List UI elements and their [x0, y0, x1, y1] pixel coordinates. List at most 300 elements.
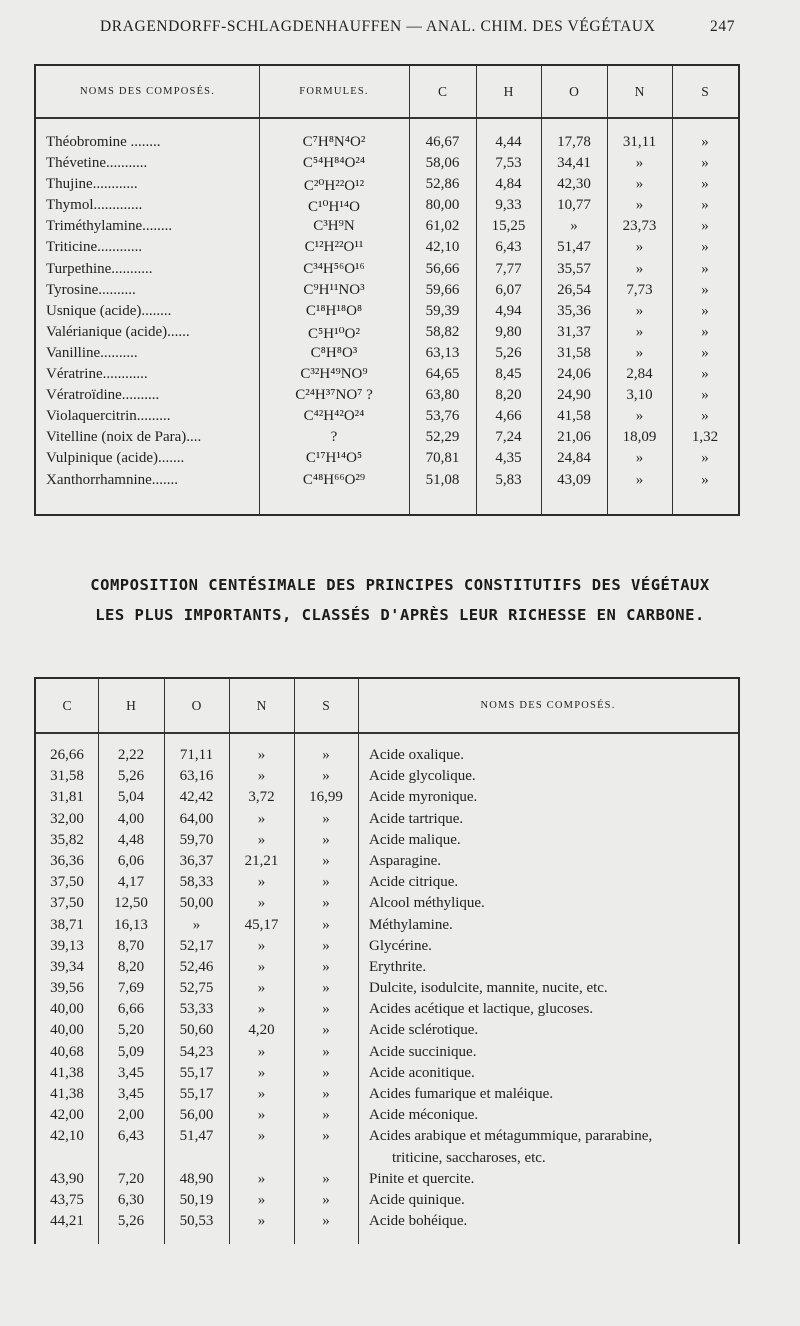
sulfur-value: » [322, 958, 330, 975]
nitrogen-value: » [257, 768, 266, 785]
compound-name: Violaquercitrin......... [46, 408, 171, 425]
sulfur-value: » [322, 1001, 330, 1018]
hydrogen-value: 8,45 [495, 366, 522, 383]
nitrogen-value: » [257, 1043, 266, 1060]
hydrogen-value: 6,66 [117, 1001, 145, 1018]
carbon-value: 63,13 [425, 344, 460, 361]
header-names: NOMS DES COMPOSÉS. [79, 86, 216, 97]
sulfur-value: » [701, 387, 709, 404]
sulfur-value: » [322, 1128, 330, 1145]
header-n: N [256, 697, 267, 713]
nitrogen-value: 7,73 [626, 281, 653, 298]
nitrogen-value: » [635, 302, 644, 319]
carbon-value: 53,76 [425, 408, 460, 425]
carbon-value: 40,00 [50, 1001, 84, 1018]
carbon-value: 43,75 [50, 1191, 84, 1208]
hydrogen-value: 4,35 [495, 450, 522, 467]
compound-name: Turpethine........... [46, 260, 153, 277]
header-c: C [62, 697, 72, 713]
compound-name: Pinite et quercite. [369, 1170, 475, 1187]
carbon-value: 40,68 [50, 1043, 84, 1060]
nitrogen-value: 23,73 [622, 218, 657, 235]
nitrogen-value: » [257, 937, 266, 954]
table-row [36, 1086, 738, 1107]
compound-name: Acides arabique et métagummique, pararabine, [369, 1128, 653, 1145]
table-row [36, 768, 738, 789]
hydrogen-value: 15,25 [491, 218, 526, 235]
oxygen-value: 51,47 [179, 1128, 214, 1145]
nitrogen-value: 21,21 [244, 852, 279, 869]
sulfur-value: 1,32 [691, 429, 719, 446]
oxygen-value: 42,42 [179, 789, 214, 806]
section-heading-line2: LES PLUS IMPORTANTS, CLASSÉS D'APRÈS LEUR RICHESSE EN CARBONE. [95, 606, 705, 624]
hydrogen-value: 3,45 [117, 1086, 145, 1102]
hydrogen-value: 5,26 [117, 768, 145, 785]
sulfur-value: » [322, 1043, 330, 1060]
compound-formula: C²⁴H³⁷NO⁷ ? [295, 387, 373, 404]
nitrogen-value: » [257, 1170, 266, 1187]
header-n: N [634, 83, 645, 99]
hydrogen-value: 4,00 [117, 810, 145, 827]
compound-formula: C³²H⁴⁹NO⁹ [300, 366, 368, 383]
sulfur-value: » [701, 408, 709, 425]
header-o: O [569, 83, 579, 99]
nitrogen-value: » [257, 1128, 266, 1145]
carbon-value: 26,66 [50, 747, 84, 763]
table-row [36, 155, 738, 176]
compound-name: Acide sclérotique. [369, 1022, 479, 1039]
oxygen-value: 52,75 [179, 980, 214, 997]
compound-formula: C³H⁹N [313, 218, 355, 235]
table-row [36, 853, 738, 874]
compound-name: Vulpinique (acide)....... [46, 450, 185, 467]
nitrogen-value: 4,20 [248, 1022, 275, 1039]
sulfur-value: » [701, 218, 709, 235]
compound-name: Thujine............ [46, 176, 138, 193]
sulfur-value: » [322, 1191, 330, 1208]
compound-name: Vératrine............ [46, 366, 148, 383]
table-row [36, 408, 738, 429]
hydrogen-value: 6,06 [117, 852, 145, 869]
table-row [36, 1171, 738, 1192]
oxygen-value: 48,90 [179, 1170, 214, 1187]
carbon-value: 59,66 [425, 281, 460, 298]
oxygen-value: 26,54 [557, 281, 591, 298]
nitrogen-value: » [257, 831, 266, 848]
table-row [36, 324, 738, 345]
compound-name: Acide citrique. [369, 874, 459, 891]
sulfur-value: » [322, 1107, 330, 1124]
hydrogen-value: 2,00 [117, 1107, 145, 1124]
sulfur-value: » [322, 980, 330, 997]
section-heading-line1: COMPOSITION CENTÉSIMALE DES PRINCIPES CONSTITUTIFS DES VÉGÉTAUX [90, 576, 710, 594]
compound-formula: C¹²H²²O¹¹ [304, 239, 364, 256]
nitrogen-value: » [635, 239, 644, 256]
table-row [36, 134, 738, 155]
oxygen-value: 55,17 [179, 1086, 214, 1102]
nitrogen-value: 31,11 [622, 134, 657, 150]
carbon-value: 42,10 [50, 1128, 84, 1145]
oxygen-value: 35,36 [557, 302, 591, 319]
compound-name: Erythrite. [369, 958, 427, 975]
oxygen-value: 17,78 [557, 134, 591, 150]
carbon-value: 39,34 [50, 958, 84, 975]
sulfur-value: » [322, 1086, 330, 1102]
carbon-value: 64,65 [425, 366, 460, 383]
composition-table-by-carbon [34, 677, 740, 1244]
compound-formula: C¹⁸H¹⁸O⁸ [305, 302, 363, 319]
oxygen-value: 42,30 [557, 176, 591, 193]
hydrogen-value: 5,09 [117, 1043, 145, 1060]
table1-body [36, 134, 738, 493]
compound-formula: C⁴⁸H⁶⁶O²⁹ [302, 471, 366, 488]
table-row [36, 1213, 738, 1234]
compound-formula: C⁹H¹¹NO³ [303, 281, 365, 298]
sulfur-value: » [701, 344, 709, 361]
hydrogen-value: 4,17 [117, 874, 145, 891]
carbon-value: 56,66 [425, 260, 460, 277]
nitrogen-value: » [257, 980, 266, 997]
compound-formula: C³⁴H⁵⁶O¹⁶ [303, 260, 365, 277]
nitrogen-value: » [635, 323, 644, 340]
table-row [36, 450, 738, 471]
oxygen-value: 59,70 [179, 831, 214, 848]
oxygen-value: 24,90 [557, 387, 591, 404]
table-row [36, 811, 738, 832]
compound-name: Valérianique (acide)...... [46, 323, 190, 340]
header-h: H [126, 697, 136, 713]
table-row [36, 747, 738, 768]
carbon-value: 39,13 [50, 937, 84, 954]
hydrogen-value: 6,07 [495, 281, 522, 298]
compound-formula: C²⁰H²²O¹² [303, 178, 365, 195]
sulfur-value: » [322, 768, 330, 785]
sulfur-value: » [322, 852, 330, 869]
hydrogen-value: 8,20 [117, 958, 145, 975]
compound-name: Triticine............ [46, 239, 143, 256]
hydrogen-value: 4,84 [495, 176, 522, 193]
table-row [36, 959, 738, 980]
header-c: C [437, 83, 447, 99]
nitrogen-value: » [257, 1107, 266, 1124]
nitrogen-value: 3,72 [248, 789, 275, 806]
nitrogen-value: » [635, 408, 644, 425]
hydrogen-value: 7,69 [117, 980, 145, 997]
sulfur-value: » [701, 260, 709, 277]
carbon-value: 31,58 [50, 768, 84, 785]
sulfur-value: » [701, 323, 709, 340]
hydrogen-value: 4,44 [495, 134, 522, 150]
carbon-value: 58,06 [425, 155, 460, 172]
nitrogen-value: » [257, 1001, 266, 1018]
table2-body [36, 747, 738, 1234]
header-s: S [322, 697, 330, 713]
nitrogen-value: » [257, 1064, 266, 1081]
compound-name: Acide glycolique. [369, 768, 476, 785]
compound-name: Triméthylamine........ [46, 218, 173, 235]
hydrogen-value: 7,77 [495, 260, 522, 277]
hydrogen-value: 5,83 [495, 471, 522, 488]
page-number: 247 [710, 18, 736, 35]
carbon-value: 36,36 [50, 852, 84, 869]
hydrogen-value: 7,53 [495, 155, 522, 172]
sulfur-value: » [322, 937, 330, 954]
compound-name: Acide aconitique. [369, 1064, 475, 1081]
compound-name: Dulcite, isodulcite, mannite, nucite, etc. [369, 980, 608, 997]
carbon-value: 37,50 [50, 874, 84, 891]
hydrogen-value: 8,70 [117, 937, 145, 954]
nitrogen-value: » [635, 450, 644, 467]
oxygen-value: » [192, 916, 201, 933]
table-row [36, 345, 738, 366]
hydrogen-value: 7,20 [117, 1170, 145, 1187]
sulfur-value: » [322, 1170, 330, 1187]
header-o: O [191, 697, 202, 713]
compound-name: Tyrosine.......... [46, 281, 136, 298]
carbon-value: 58,82 [425, 323, 460, 340]
compound-name: Théobromine ........ [46, 134, 161, 150]
header-formulas: FORMULES. [299, 86, 369, 97]
sulfur-value: » [701, 176, 709, 193]
oxygen-value: 50,00 [179, 895, 214, 912]
compound-name: Acide oxalique. [369, 747, 464, 763]
sulfur-value: » [701, 302, 709, 319]
compound-name: Usnique (acide)........ [46, 302, 172, 319]
compound-formula: C¹⁰H¹⁴O [308, 199, 360, 216]
sulfur-value: » [701, 281, 709, 298]
nitrogen-value: 2,84 [626, 366, 653, 383]
table-row [36, 282, 738, 303]
sulfur-value: » [322, 747, 330, 763]
compound-name: Acide succinique. [369, 1043, 477, 1060]
compound-name: Acide myronique. [369, 789, 478, 806]
sulfur-value: » [322, 874, 330, 891]
compound-name: Acide quinique. [369, 1191, 465, 1208]
compound-formula: C⁸H⁸O³ [310, 344, 358, 361]
carbon-value: 46,67 [425, 134, 460, 150]
oxygen-value: 36,37 [179, 852, 214, 869]
table-row [36, 789, 738, 810]
carbon-value: 42,10 [425, 239, 460, 256]
compound-formula: C⁴²H⁴²O²⁴ [303, 408, 365, 425]
carbon-value: 63,80 [425, 387, 460, 404]
compound-name: Acide bohéique. [369, 1213, 468, 1230]
hydrogen-value: 4,66 [495, 408, 522, 425]
oxygen-value: 21,06 [557, 429, 591, 446]
running-head-title: DRAGENDORFF-SCHLAGDENHAUFFEN — ANAL. CHIM. DES VÉGÉTAUX [100, 18, 656, 35]
compound-name: Thévetine........... [46, 155, 148, 172]
compound-name: Asparagine. [369, 852, 442, 869]
nitrogen-value: 3,10 [626, 387, 653, 404]
table-row [36, 1065, 738, 1086]
hydrogen-value: 6,30 [117, 1191, 145, 1208]
hydrogen-value: 4,48 [117, 831, 145, 848]
oxygen-value: 64,00 [179, 810, 214, 827]
table-row [36, 1128, 738, 1170]
oxygen-value: 31,58 [557, 344, 591, 361]
carbon-value: 61,02 [425, 218, 460, 235]
oxygen-value: 55,17 [179, 1064, 214, 1081]
sulfur-value: » [701, 450, 709, 467]
nitrogen-value: » [257, 1213, 266, 1230]
sulfur-value: » [322, 1064, 330, 1081]
composition-table-alphabetical [34, 64, 740, 516]
carbon-value: 40,00 [50, 1022, 84, 1039]
carbon-value: 51,08 [425, 471, 460, 488]
compound-name: Xanthorrhamnine....... [46, 471, 179, 488]
compound-name: Acide méconique. [369, 1107, 479, 1124]
compound-formula: C⁷H⁸N⁴O² [302, 134, 366, 150]
oxygen-value: 31,37 [557, 323, 591, 340]
oxygen-value: 50,60 [179, 1022, 214, 1039]
sulfur-value: » [322, 1213, 330, 1230]
sulfur-value: » [322, 895, 330, 912]
sulfur-value: » [701, 197, 709, 214]
compound-name: Acide tartrique. [369, 810, 464, 827]
compound-name: Glycérine. [369, 937, 432, 954]
oxygen-value: 35,57 [557, 260, 591, 277]
oxygen-value: 58,33 [179, 874, 214, 891]
carbon-value: 43,90 [50, 1170, 84, 1187]
oxygen-value: 56,00 [179, 1107, 214, 1124]
sulfur-value: » [701, 471, 709, 488]
carbon-value: 39,56 [50, 980, 84, 997]
sulfur-value: » [701, 155, 709, 172]
carbon-value: 42,00 [50, 1107, 84, 1124]
table-row [36, 1192, 738, 1213]
compound-name: Thymol............. [46, 197, 143, 214]
table-row [36, 176, 738, 197]
oxygen-value: 43,09 [557, 471, 591, 488]
hydrogen-value: 5,26 [495, 344, 522, 361]
carbon-value: 38,71 [50, 916, 84, 933]
oxygen-value: 10,77 [557, 197, 591, 214]
compound-name: Acides acétique et lactique, glucoses. [369, 1001, 594, 1018]
oxygen-value: 54,23 [179, 1043, 214, 1060]
hydrogen-value: 5,26 [117, 1213, 145, 1230]
compound-formula: C⁵⁴H⁸⁴O²⁴ [302, 155, 366, 172]
hydrogen-value: 8,20 [495, 387, 522, 404]
compound-name: Vératroïdine.......... [46, 387, 160, 404]
table-row [36, 1001, 738, 1022]
table-row [36, 261, 738, 282]
carbon-value: 41,38 [50, 1064, 84, 1081]
nitrogen-value: » [257, 1191, 266, 1208]
carbon-value: 41,38 [50, 1086, 84, 1102]
sulfur-value: » [322, 916, 330, 933]
header-s: S [701, 83, 709, 99]
table-row [36, 938, 738, 959]
carbon-value: 70,81 [425, 450, 460, 467]
nitrogen-value: » [635, 471, 644, 488]
compound-name: Acide malique. [369, 831, 461, 848]
table-row [36, 239, 738, 260]
compound-name: Vitelline (noix de Para).... [46, 429, 202, 446]
hydrogen-value: 9,33 [495, 197, 522, 214]
header-h: H [503, 83, 514, 99]
oxygen-value: 52,17 [179, 937, 214, 954]
oxygen-value: 50,19 [179, 1191, 214, 1208]
compound-formula: C⁵H¹⁰O² [308, 325, 360, 342]
nitrogen-value: » [257, 874, 266, 891]
table-row [36, 472, 738, 493]
nitrogen-value: » [635, 197, 644, 214]
oxygen-value: » [570, 218, 578, 235]
table-row [36, 832, 738, 853]
carbon-value: 31,81 [50, 789, 84, 806]
carbon-value: 32,00 [50, 810, 84, 827]
carbon-value: 80,00 [425, 197, 460, 214]
oxygen-value: 63,16 [179, 768, 214, 785]
table-row [36, 218, 738, 239]
sulfur-value: » [701, 239, 709, 256]
sulfur-value: » [322, 1022, 330, 1039]
nitrogen-value: » [635, 344, 644, 361]
nitrogen-value: » [257, 1086, 266, 1102]
nitrogen-value: » [635, 176, 644, 193]
table-row [36, 366, 738, 387]
table-row [36, 1022, 738, 1043]
nitrogen-value: » [257, 747, 266, 763]
compound-name: Vanilline.......... [46, 344, 138, 361]
hydrogen-value: 5,04 [117, 789, 145, 806]
oxygen-value: 24,06 [557, 366, 591, 383]
table-row [36, 429, 738, 450]
hydrogen-value: 9,80 [495, 323, 522, 340]
table-row [36, 917, 738, 938]
carbon-value: 59,39 [425, 302, 460, 319]
nitrogen-value: » [635, 155, 644, 172]
nitrogen-value: 18,09 [622, 429, 657, 446]
hydrogen-value: 2,22 [117, 747, 145, 763]
table-row [36, 895, 738, 916]
table-row [36, 387, 738, 408]
running-head [0, 18, 800, 44]
carbon-value: 52,29 [425, 429, 460, 446]
oxygen-value: 41,58 [557, 408, 591, 425]
hydrogen-value: 12,50 [114, 895, 148, 912]
hydrogen-value: 6,43 [117, 1128, 145, 1145]
table-row [36, 1044, 738, 1065]
oxygen-value: 51,47 [557, 239, 591, 256]
oxygen-value: 71,11 [179, 747, 214, 763]
table-row [36, 197, 738, 218]
compound-name: Alcool méthylique. [369, 895, 485, 912]
hydrogen-value: 6,43 [495, 239, 522, 256]
hydrogen-value: 5,20 [117, 1022, 145, 1039]
carbon-value: 44,21 [50, 1213, 84, 1230]
oxygen-value: 34,41 [557, 155, 591, 172]
oxygen-value: 50,53 [179, 1213, 214, 1230]
hydrogen-value: 3,45 [117, 1064, 145, 1081]
carbon-value: 37,50 [50, 895, 84, 912]
oxygen-value: 24,84 [557, 450, 591, 467]
sulfur-value: 16,99 [309, 789, 343, 806]
table-row [36, 980, 738, 1001]
sulfur-value: » [701, 366, 709, 383]
sulfur-value: » [701, 134, 709, 150]
sulfur-value: » [322, 831, 330, 848]
table-row [36, 303, 738, 324]
carbon-value: 35,82 [50, 831, 84, 848]
compound-formula: C¹⁷H¹⁴O⁵ [305, 450, 363, 467]
compound-name: Acides fumarique et maléique. [369, 1086, 554, 1102]
compound-formula: ? [330, 429, 338, 446]
hydrogen-value: 16,13 [114, 916, 148, 933]
nitrogen-value: » [257, 958, 266, 975]
table-row [36, 1107, 738, 1128]
sulfur-value: » [322, 810, 330, 827]
